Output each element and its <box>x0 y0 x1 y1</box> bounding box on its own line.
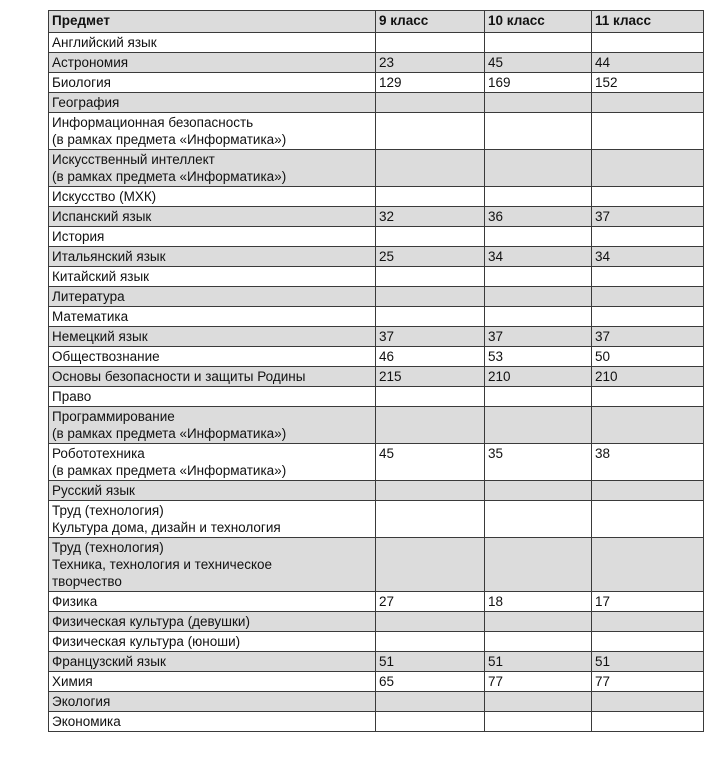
score-cell-g11: 152 <box>592 73 704 93</box>
table-row <box>49 444 704 481</box>
score-cell-g9 <box>376 113 485 150</box>
score-cell-g10 <box>485 538 592 592</box>
subject-cell <box>49 592 376 612</box>
table-row <box>49 481 704 501</box>
score-cell-g11 <box>592 187 704 207</box>
score-cell-g9 <box>376 501 485 538</box>
score-cell-g9: 129 <box>376 73 485 93</box>
score-cell-g11 <box>592 287 704 307</box>
table-row <box>49 367 704 387</box>
subject-cell <box>49 347 376 367</box>
score-cell-g9 <box>376 538 485 592</box>
table-row <box>49 33 704 53</box>
subject-cell <box>49 672 376 692</box>
table-row <box>49 538 704 592</box>
subject-cell <box>49 501 376 538</box>
subject-line: Основы безопасности и защиты Родины <box>52 369 306 384</box>
table-row <box>49 187 704 207</box>
subject-line: Информационная безопасность <box>52 115 254 130</box>
score-cell-g10 <box>485 93 592 113</box>
score-cell-g10 <box>485 612 592 632</box>
subject-line: Труд (технология) <box>52 503 164 518</box>
subject-cell <box>49 93 376 113</box>
score-cell-g11: 50 <box>592 347 704 367</box>
score-cell-g9 <box>376 407 485 444</box>
table-row <box>49 327 704 347</box>
score-cell-g11 <box>592 692 704 712</box>
score-cell-g11: 37 <box>592 207 704 227</box>
header-grade-11: 11 класс <box>592 11 704 33</box>
score-cell-g9: 215 <box>376 367 485 387</box>
score-cell-g9 <box>376 150 485 187</box>
subject-line: (в рамках предмета «Информатика») <box>52 463 287 478</box>
score-cell-g9: 65 <box>376 672 485 692</box>
score-cell-g10: 37 <box>485 327 592 347</box>
subject-cell <box>49 73 376 93</box>
header-grade-10: 10 класс <box>485 11 592 33</box>
score-cell-g10 <box>485 692 592 712</box>
subject-cell <box>49 207 376 227</box>
score-cell-g11: 37 <box>592 327 704 347</box>
table-row <box>49 267 704 287</box>
score-cell-g9 <box>376 307 485 327</box>
subject-cell <box>49 407 376 444</box>
subject-line: Искусство (МХК) <box>52 189 157 204</box>
subject-line: Искусственный интеллект <box>52 152 215 167</box>
subject-line: Право <box>52 389 92 404</box>
score-cell-g11 <box>592 150 704 187</box>
subject-cell <box>49 538 376 592</box>
score-cell-g11: 17 <box>592 592 704 612</box>
subject-line: Техника, технология и техническое <box>52 557 273 572</box>
subject-cell <box>49 307 376 327</box>
subject-line: Физика <box>52 594 98 609</box>
table-row <box>49 712 704 732</box>
subject-line: Физическая культура (юноши) <box>52 634 241 649</box>
score-cell-g11: 44 <box>592 53 704 73</box>
table-row <box>49 247 704 267</box>
score-cell-g11 <box>592 407 704 444</box>
header-row <box>49 11 704 33</box>
score-cell-g11 <box>592 612 704 632</box>
score-cell-g11: 51 <box>592 652 704 672</box>
subject-cell <box>49 481 376 501</box>
score-cell-g10: 18 <box>485 592 592 612</box>
score-cell-g10: 34 <box>485 247 592 267</box>
subject-line: Астрономия <box>52 55 129 70</box>
score-cell-g10 <box>485 407 592 444</box>
table-row <box>49 73 704 93</box>
score-cell-g9 <box>376 692 485 712</box>
subject-cell <box>49 444 376 481</box>
table-row <box>49 501 704 538</box>
score-cell-g10 <box>485 632 592 652</box>
table-row <box>49 93 704 113</box>
subject-line: (в рамках предмета «Информатика») <box>52 169 287 184</box>
table-row <box>49 632 704 652</box>
subject-cell <box>49 652 376 672</box>
score-cell-g9 <box>376 267 485 287</box>
table-row <box>49 407 704 444</box>
score-cell-g9: 37 <box>376 327 485 347</box>
score-cell-g10: 51 <box>485 652 592 672</box>
score-cell-g10: 53 <box>485 347 592 367</box>
subject-cell <box>49 612 376 632</box>
table-row <box>49 592 704 612</box>
score-cell-g11 <box>592 538 704 592</box>
table-row <box>49 53 704 73</box>
score-cell-g11 <box>592 307 704 327</box>
table-row <box>49 307 704 327</box>
subject-line: Китайский язык <box>52 269 150 284</box>
score-cell-g10 <box>485 387 592 407</box>
score-cell-g11 <box>592 501 704 538</box>
score-cell-g10 <box>485 227 592 247</box>
subject-line: (в рамках предмета «Информатика») <box>52 426 287 441</box>
score-cell-g11: 38 <box>592 444 704 481</box>
score-cell-g9: 45 <box>376 444 485 481</box>
subject-line: Экология <box>52 694 111 709</box>
score-cell-g10 <box>485 501 592 538</box>
score-cell-g9: 25 <box>376 247 485 267</box>
score-cell-g10 <box>485 150 592 187</box>
subject-line: Труд (технология) <box>52 540 164 555</box>
table-row <box>49 207 704 227</box>
score-cell-g10: 45 <box>485 53 592 73</box>
score-cell-g11: 210 <box>592 367 704 387</box>
subject-line: Русский язык <box>52 483 135 498</box>
header-subject: Предмет <box>49 11 376 33</box>
score-cell-g10 <box>485 712 592 732</box>
score-cell-g9: 27 <box>376 592 485 612</box>
score-cell-g10 <box>485 187 592 207</box>
score-cell-g11: 77 <box>592 672 704 692</box>
score-cell-g9 <box>376 612 485 632</box>
subject-line: Культура дома, дизайн и технология <box>52 520 281 535</box>
score-cell-g11 <box>592 632 704 652</box>
subject-line: Физическая культура (девушки) <box>52 614 250 629</box>
table-row <box>49 347 704 367</box>
score-cell-g9: 51 <box>376 652 485 672</box>
score-cell-g11 <box>592 93 704 113</box>
subject-cell <box>49 113 376 150</box>
subject-line: Итальянский язык <box>52 249 166 264</box>
score-cell-g10 <box>485 113 592 150</box>
score-cell-g11 <box>592 481 704 501</box>
subject-line: Программирование <box>52 409 175 424</box>
subject-cell <box>49 33 376 53</box>
subject-cell <box>49 187 376 207</box>
subject-cell <box>49 387 376 407</box>
olympiad-scores-table <box>48 10 704 732</box>
score-cell-g10 <box>485 307 592 327</box>
score-cell-g9 <box>376 287 485 307</box>
subject-cell <box>49 287 376 307</box>
subject-cell <box>49 227 376 247</box>
subject-line: История <box>52 229 105 244</box>
score-cell-g10: 169 <box>485 73 592 93</box>
subject-line: Французский язык <box>52 654 166 669</box>
table-row <box>49 612 704 632</box>
score-cell-g9: 46 <box>376 347 485 367</box>
subject-line: Химия <box>52 674 93 689</box>
subject-line: Немецкий язык <box>52 329 148 344</box>
score-cell-g10: 77 <box>485 672 592 692</box>
score-cell-g10: 36 <box>485 207 592 227</box>
table-row <box>49 150 704 187</box>
table-row <box>49 227 704 247</box>
subject-line: творчество <box>52 574 122 589</box>
subject-line: Робототехника <box>52 446 145 461</box>
subject-line: Обществознание <box>52 349 160 364</box>
score-cell-g9 <box>376 227 485 247</box>
subject-line: Математика <box>52 309 129 324</box>
subject-line: Экономика <box>52 714 121 729</box>
table-row <box>49 672 704 692</box>
table-row <box>49 692 704 712</box>
score-cell-g11 <box>592 113 704 150</box>
subject-line: Английский язык <box>52 35 157 50</box>
score-cell-g11 <box>592 712 704 732</box>
table-row <box>49 387 704 407</box>
score-cell-g9: 32 <box>376 207 485 227</box>
subject-line: Литература <box>52 289 125 304</box>
score-cell-g9 <box>376 387 485 407</box>
table-row <box>49 113 704 150</box>
subject-line: Биология <box>52 75 111 90</box>
subject-cell <box>49 632 376 652</box>
score-cell-g11 <box>592 227 704 247</box>
subject-cell <box>49 367 376 387</box>
score-cell-g9 <box>376 632 485 652</box>
table-container <box>48 10 704 732</box>
score-cell-g11 <box>592 267 704 287</box>
score-cell-g9 <box>376 93 485 113</box>
subject-cell <box>49 267 376 287</box>
subject-line: География <box>52 95 120 110</box>
subject-cell <box>49 150 376 187</box>
score-cell-g10: 210 <box>485 367 592 387</box>
score-cell-g9 <box>376 481 485 501</box>
subject-cell <box>49 712 376 732</box>
score-cell-g10 <box>485 267 592 287</box>
score-cell-g11: 34 <box>592 247 704 267</box>
score-cell-g9: 23 <box>376 53 485 73</box>
score-cell-g10 <box>485 287 592 307</box>
subject-cell <box>49 247 376 267</box>
table-row <box>49 652 704 672</box>
table-row <box>49 287 704 307</box>
subject-cell <box>49 53 376 73</box>
score-cell-g11 <box>592 387 704 407</box>
score-cell-g9 <box>376 33 485 53</box>
subject-cell <box>49 327 376 347</box>
score-cell-g9 <box>376 187 485 207</box>
score-cell-g10 <box>485 33 592 53</box>
header-grade-9: 9 класс <box>376 11 485 33</box>
score-cell-g9 <box>376 712 485 732</box>
score-cell-g10 <box>485 481 592 501</box>
score-cell-g10: 35 <box>485 444 592 481</box>
subject-line: (в рамках предмета «Информатика») <box>52 132 287 147</box>
subject-cell <box>49 692 376 712</box>
score-cell-g11 <box>592 33 704 53</box>
subject-line: Испанский язык <box>52 209 152 224</box>
